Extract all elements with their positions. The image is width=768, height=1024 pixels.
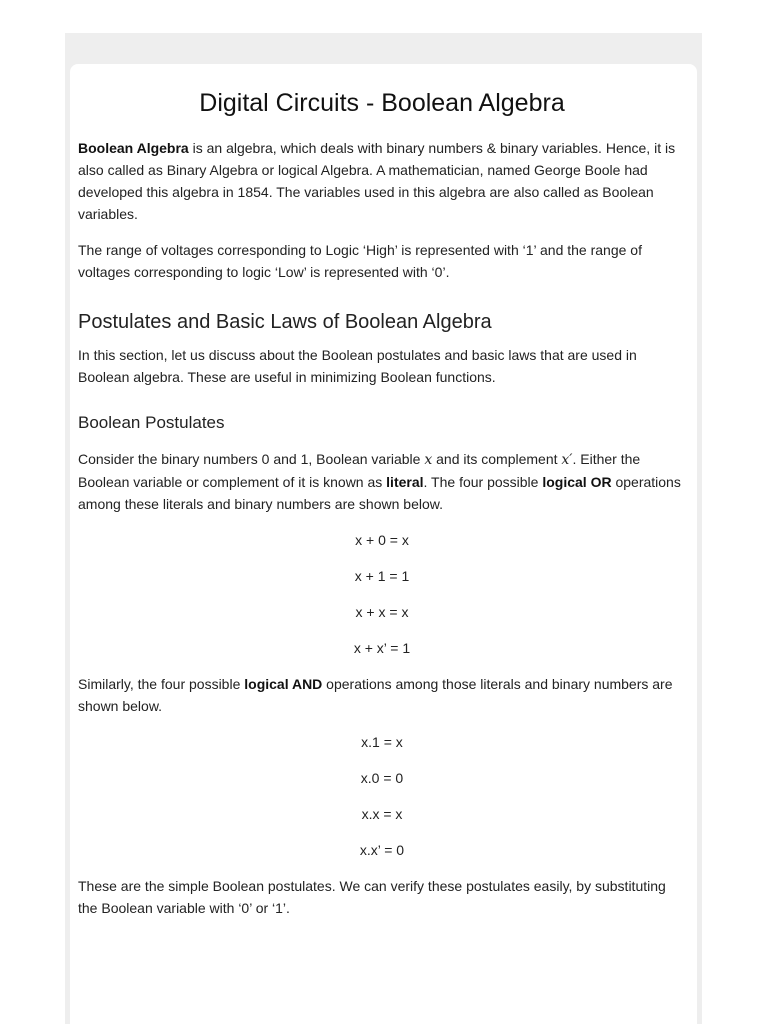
variable-x: x bbox=[424, 452, 433, 468]
intro-paragraph bbox=[78, 137, 686, 225]
postulates-intro-text-b: and its complement bbox=[432, 451, 562, 467]
literal-term: literal bbox=[386, 474, 424, 490]
or-equation: x + x = x bbox=[355, 604, 409, 620]
and-intro-text-a: Similarly, the four possible bbox=[78, 676, 245, 692]
section-heading: Postulates and Basic Laws of Boolean Algebra bbox=[78, 311, 492, 333]
and-equation: x.x = x bbox=[361, 806, 403, 822]
logical-or-term: logical OR bbox=[542, 474, 612, 490]
postulates-intro-text-c: . Either the Boolean variable or complement of it is known as bbox=[78, 451, 641, 490]
logical-and-term: logical AND bbox=[244, 676, 323, 692]
intro-text: is an algebra, which deals with binary numbers & binary variables. Hence, it is also called as Binary Algebra or logical Algebra. A mathematician, named George Boole had developed this algebra in 1854. The variables used in this algebra are also called as Boolean variables. bbox=[78, 140, 676, 222]
or-equation: x + 1 = 1 bbox=[354, 568, 410, 584]
and-equation: x.0 = 0 bbox=[360, 770, 404, 786]
closing-paragraph: These are the simple Boolean postulates. We can verify these postulates easily, by substituting the Boolean variable with ‘0’ or ‘1’. bbox=[78, 878, 666, 916]
postulates-intro-text-d: . The four possible bbox=[423, 474, 543, 490]
and-intro bbox=[78, 673, 686, 717]
intro-bold-term: Boolean Algebra bbox=[78, 140, 189, 156]
variable-x-complement: x′ bbox=[561, 452, 573, 468]
or-equation: x + 0 = x bbox=[355, 532, 409, 548]
article-content bbox=[78, 64, 686, 919]
postulates-intro-text-e: operations among these literals and binary numbers are shown below. bbox=[78, 474, 681, 512]
section-paragraph: In this section, let us discuss about the Boolean postulates and basic laws that are used in Boolean algebra. These are useful in minimizing Boolean functions. bbox=[78, 347, 637, 385]
and-equation: x.1 = x bbox=[361, 734, 403, 750]
or-equation: x + x’ = 1 bbox=[353, 640, 411, 656]
postulates-heading: Boolean Postulates bbox=[78, 413, 225, 432]
and-intro-text-b: operations among those literals and binary numbers are shown below. bbox=[78, 676, 673, 714]
page-title: Digital Circuits - Boolean Algebra bbox=[199, 89, 565, 117]
range-paragraph: The range of voltages corresponding to Logic ‘High’ is represented with ‘1’ and the range of voltages corresponding to logic ‘Low’ is represented with ‘0’. bbox=[78, 242, 642, 280]
postulates-intro-text-a: Consider the binary numbers 0 and 1, Boolean variable bbox=[78, 451, 425, 467]
and-equation: x.x’ = 0 bbox=[359, 842, 405, 858]
postulates-intro bbox=[78, 448, 686, 515]
